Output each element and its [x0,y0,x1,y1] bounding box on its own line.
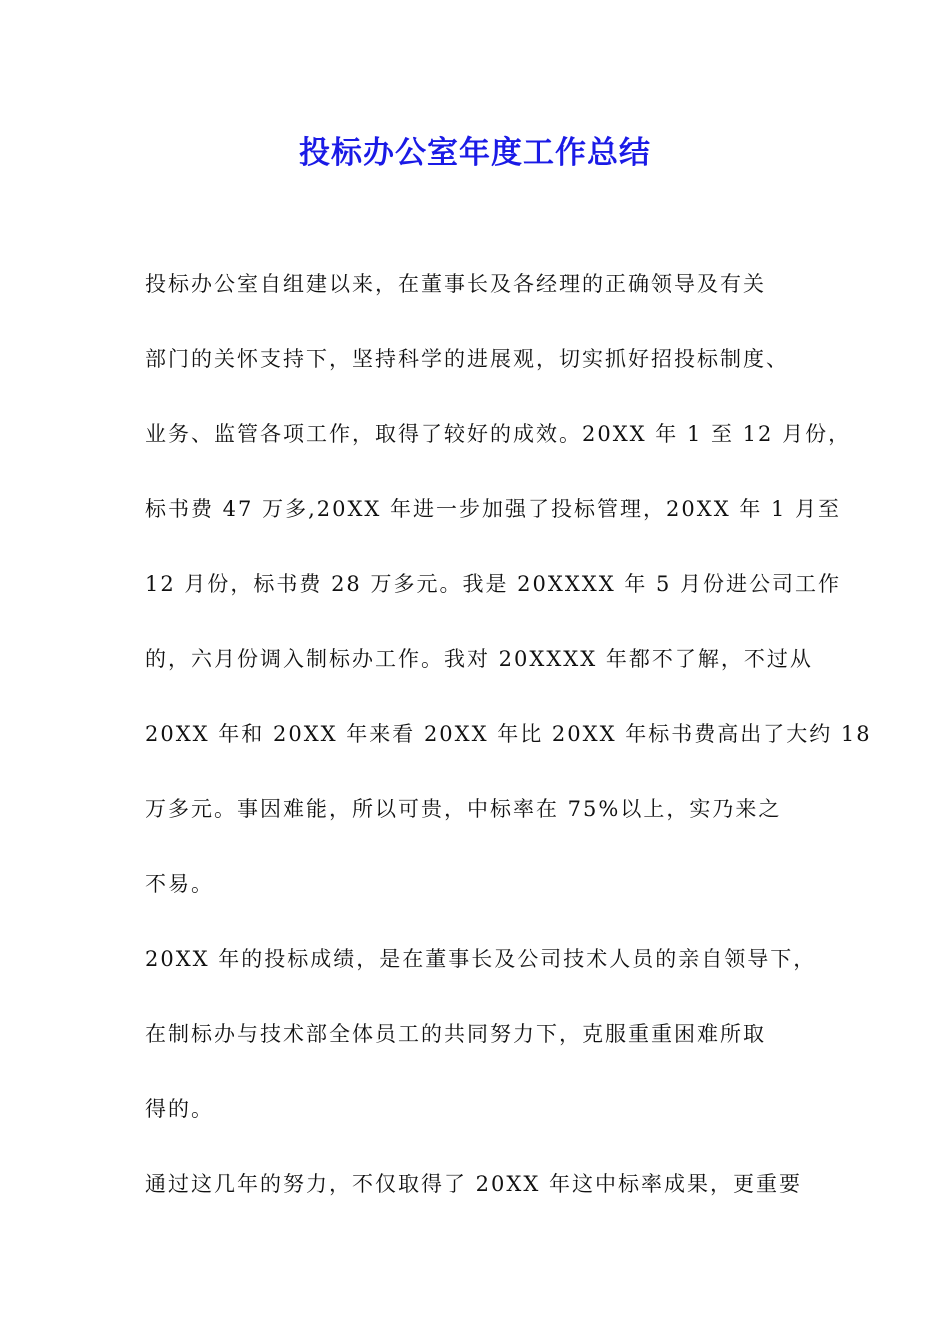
text-line-5: 12 月份，标书费 28 万多元。我是 20XXXX 年 5 月份进公司工作 [145,572,842,596]
document-title: 投标办公室年度工作总结 [299,135,651,171]
text-line-9: 不易。 [145,872,214,896]
text-line-12: 得的。 [145,1097,214,1121]
text-line-4: 标书费 47 万多,20XX 年进一步加强了投标管理，20XX 年 1 月至 [145,497,842,521]
text-line-13: 通过这几年的努力，不仅取得了 20XX 年这中标率成果，更重要 [145,1172,802,1196]
text-line-3: 业务、监管各项工作，取得了较好的成效。20XX 年 1 至 12 月份， [145,422,852,446]
text-line-11: 在制标办与技术部全体员工的共同努力下，克服重重困难所取 [145,1022,766,1046]
text-line-6: 的，六月份调入制标办工作。我对 20XXXX 年都不了解，不过从 [145,647,813,671]
text-line-1: 投标办公室自组建以来，在董事长及各经理的正确领导及有关 [145,272,766,296]
text-line-7: 20XX 年和 20XX 年来看 20XX 年比 20XX 年标书费高出了大约 18 [145,722,872,746]
document-body [145,247,872,1222]
text-line-8: 万多元。事因难能，所以可贵，中标率在 75%以上，实乃来之 [145,797,782,821]
text-line-10: 20XX 年的投标成绩，是在董事长及公司技术人员的亲自领导下， [145,947,817,971]
text-line-2: 部门的关怀支持下，坚持科学的进展观，切实抓好招投标制度、 [145,347,789,371]
